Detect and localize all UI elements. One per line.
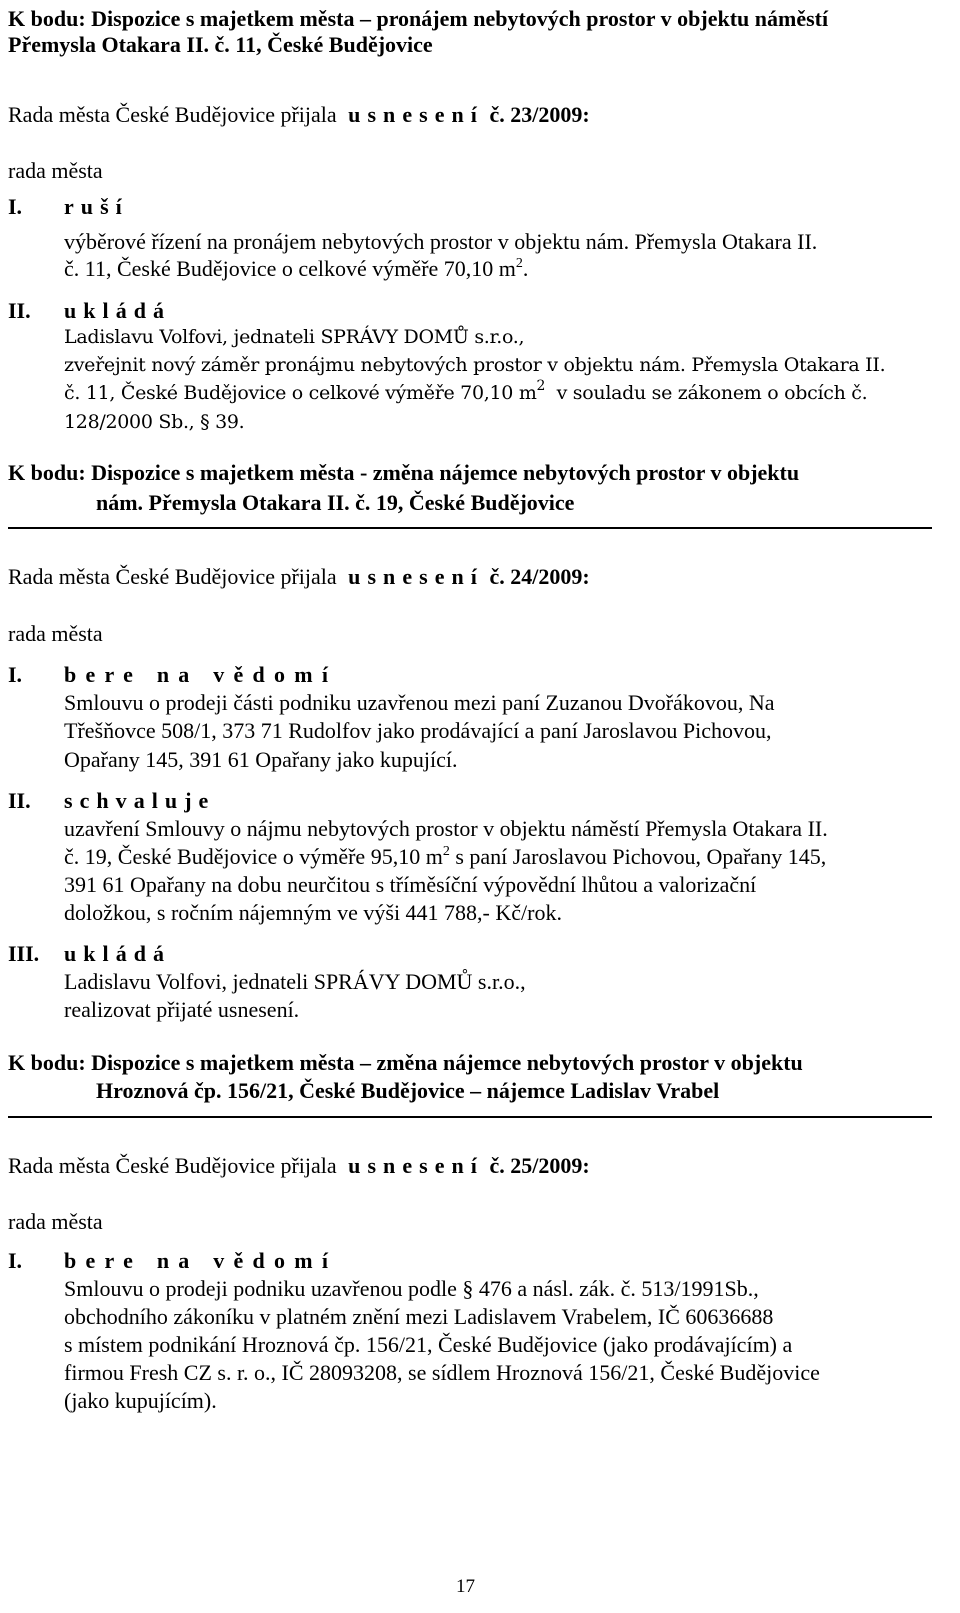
resolution-number: č. 24/2009: [489,564,590,589]
item-text: realizovat přijaté usnesení. [64,997,300,1022]
section-heading: K bodu: Dispozice s majetkem města - změna nájemce nebytových prostor v objektu [8,460,800,485]
resolution-line [8,1155,590,1177]
item-text: č. 11, České Budějovice o celkové výměře 70,10 $m^2$. [64,256,529,281]
resolution-word: usnesení [348,564,484,589]
item-text: s místem podnikání Hroznová čp. 156/21, České Budějovice (jako prodávajícím) a [64,1332,793,1357]
item-text: č. 11, České Budějovice o celkové výměře 70,10 $m^2$ v souladu se zákonem o obcích č. [64,378,868,404]
resolution-prefix: Rada města České Budějovice přijala [8,102,337,127]
section-heading: Hroznová čp. 156/21, České Budějovice – nájemce Ladislav Vrabel [96,1078,720,1103]
item-number: I. [8,194,23,219]
section-heading: nám. Přemysla Otakara II. č. 19, České Budějovice [96,490,575,515]
item-verb: bere na vědomí [64,1248,338,1273]
section-heading: Přemysla Otakara II. č. 11, České Budějovice [8,32,433,57]
item-text: (jako kupujícím). [64,1388,217,1413]
section-heading: K bodu: Dispozice s majetkem města – pronájem nebytových prostor v objektu náměstí [8,6,829,31]
resolution-number: č. 23/2009: [489,102,590,127]
item-text: doložkou, s ročním nájemným ve výši 441 788,- Kč/rok. [64,900,562,925]
resolution-prefix: Rada města České Budějovice přijala [8,564,337,589]
section-divider [8,527,932,529]
item-text: 391 61 Opařany na dobu neurčitou s tříměsíční výpovědní lhůtou a valorizační [64,872,757,897]
item-text: Smlouvu o prodeji podniku uzavřenou podle § 476 a násl. zák. č. 513/1991Sb., [64,1276,759,1301]
section-heading: K bodu: Dispozice s majetkem města – změna nájemce nebytových prostor v objektu [8,1050,803,1075]
item-text: č. 19, České Budějovice o výměře 95,10 $m^2$ s paní Jaroslavou Pichovou, Opařany 145, [64,844,827,869]
item-verb: ukládá [64,941,172,966]
item-text: uzavření Smlouvy o nájmu nebytových prostor v objektu náměstí Přemysla Otakara II. [64,816,828,841]
item-text: Opařany 145, 391 61 Opařany jako kupující. [64,747,458,772]
item-text: zveřejnit nový záměr pronájmu nebytových prostor v objektu nám. Přemysla Otakara II. [64,354,886,376]
resolution-line [8,566,590,588]
page-number: 17 [456,1576,475,1597]
resolution-word: usnesení [348,1153,484,1178]
item-number: III. [8,941,40,966]
item-text: Ladislavu Volfovi, jednateli SPRÁVY DOMŮ s.r.o., [64,326,525,348]
body-label: rada města [8,158,103,183]
resolution-number: č. 25/2009: [489,1153,590,1178]
body-label: rada města [8,1209,103,1234]
item-number: II. [8,788,31,813]
item-verb: ukládá [64,298,172,323]
item-text: Třešňovce 508/1, 373 71 Rudolfov jako prodávající a paní Jaroslavou Pichovou, [64,718,772,743]
item-verb: schvaluje [64,788,216,813]
resolution-line [8,104,590,126]
resolution-prefix: Rada města České Budějovice přijala [8,1153,337,1178]
item-text: 128/2000 Sb., § 39. [64,411,245,433]
item-text: obchodního zákoníku v platném znění mezi Ladislavem Vrabelem, IČ 60636688 [64,1304,774,1329]
item-verb: bere na vědomí [64,662,338,687]
resolution-word: usnesení [348,102,484,127]
item-text: Smlouvu o prodeji části podniku uzavřenou mezi paní Zuzanou Dvořákovou, Na [64,690,775,715]
item-text: firmou Fresh CZ s. r. o., IČ 28093208, se sídlem Hroznová 156/21, České Budějovice [64,1360,820,1385]
body-label: rada města [8,621,103,646]
item-number: I. [8,662,23,687]
item-number: I. [8,1248,23,1273]
item-text: Ladislavu Volfovi, jednateli SPRÁVY DOMŮ s.r.o., [64,969,526,994]
item-number: II. [8,298,31,323]
item-text: výběrové řízení na pronájem nebytových prostor v objektu nám. Přemysla Otakara II. [64,229,818,254]
section-divider [8,1116,932,1118]
item-verb: ruší [64,194,129,219]
